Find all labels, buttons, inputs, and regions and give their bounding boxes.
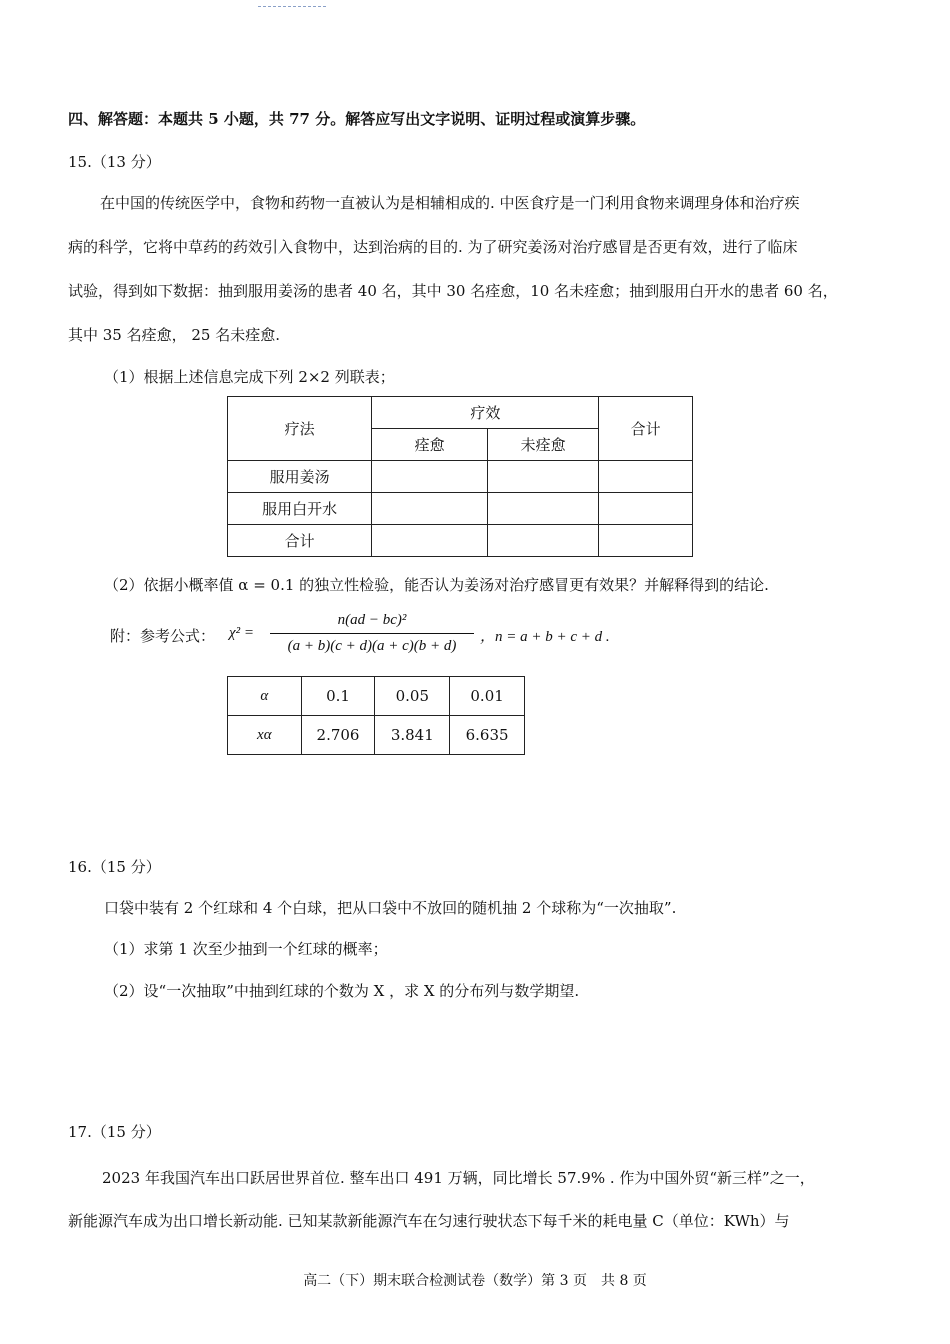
- formula-n: ，n = a + b + c + d .: [480, 629, 610, 645]
- formula-numerator: n(ad − bc)²: [337, 612, 407, 628]
- contingency-table: [227, 396, 693, 557]
- page-footer: 高二（下）期末联合检测试卷（数学）第 3 页 共 8 页: [303, 1273, 647, 1289]
- table-row: [228, 493, 693, 525]
- ref-alpha-label: α: [228, 677, 302, 716]
- blank-cell[interactable]: [599, 493, 693, 525]
- q15-part1: （1）根据上述信息完成下列 2×2 列联表；: [104, 368, 395, 386]
- ref-alpha-1: 0.1: [301, 677, 375, 716]
- formula-denominator: (a + b)(c + d)(a + c)(b + d): [287, 638, 457, 654]
- q17-number: 17.（15 分）: [68, 1123, 161, 1141]
- q15-line-3: 试验，得到如下数据：抽到服用姜汤的患者 40 名，其中 30 名痊愈，10 名未痊愈；抽到服用白开水的患者 60 名，: [68, 282, 838, 300]
- formula-label: 附：参考公式：: [110, 627, 216, 645]
- q15-number: 15.（13 分）: [68, 153, 161, 171]
- header-total: 合计: [599, 397, 693, 461]
- blank-cell[interactable]: [372, 525, 488, 557]
- header-rule: [258, 6, 326, 7]
- q17-line-1: 2023 年我国汽车出口跃居世界首位. 整车出口 491 万辆，同比增长 57.9% . 作为中国外贸“新三样”之一，: [102, 1169, 815, 1187]
- header-effect: 疗效: [372, 397, 599, 429]
- blank-cell[interactable]: [599, 461, 693, 493]
- row-label-ginger: 服用姜汤: [228, 461, 372, 493]
- blank-cell[interactable]: [599, 525, 693, 557]
- ref-x-2: 3.841: [375, 716, 450, 755]
- q15-line-1: 在中国的传统医学中，食物和药物一直被认为是相辅相成的. 中医食疗是一门利用食物来调理身体和治疗疾: [100, 194, 800, 212]
- ref-x-1: 2.706: [301, 716, 375, 755]
- table-row: [228, 461, 693, 493]
- blank-cell[interactable]: [487, 461, 599, 493]
- blank-cell[interactable]: [487, 525, 599, 557]
- q16-part1: （1）求第 1 次至少抽到一个红球的概率；: [104, 940, 388, 958]
- blank-cell[interactable]: [487, 493, 599, 525]
- blank-cell[interactable]: [372, 493, 488, 525]
- row-label-water: 服用白开水: [228, 493, 372, 525]
- ref-alpha-3: 0.01: [450, 677, 525, 716]
- section-heading: 四、解答题：本题共 5 小题，共 77 分。解答应写出文字说明、证明过程或演算步骤。: [68, 110, 646, 128]
- header-not-cured: 未痊愈: [487, 429, 599, 461]
- chi-square-fraction: [270, 610, 474, 662]
- ref-x-3: 6.635: [450, 716, 525, 755]
- table-row: [228, 677, 525, 716]
- q15-part2: （2）依据小概率值 α = 0.1 的独立性检验，能否认为姜汤对治疗感冒更有效果？并解释得到的结论.: [104, 576, 769, 594]
- ref-alpha-2: 0.05: [375, 677, 450, 716]
- q15-line-4: 其中 35 名痊愈， 25 名未痊愈.: [68, 326, 281, 344]
- header-cured: 痊愈: [372, 429, 488, 461]
- row-label-total: 合计: [228, 525, 372, 557]
- blank-cell[interactable]: [372, 461, 488, 493]
- q17-line-2: 新能源汽车成为出口增长新动能. 已知某款新能源汽车在匀速行驶状态下每千米的耗电量 C（单位：KWh）与: [68, 1212, 790, 1230]
- q16-intro: 口袋中装有 2 个红球和 4 个白球，把从口袋中不放回的随机抽 2 个球称为“一次抽取”.: [104, 899, 677, 917]
- table-row: [228, 716, 525, 755]
- q15-line-2: 病的科学，它将中草药的药效引入食物中，达到治病的目的. 为了研究姜汤对治疗感冒是否更有效，进行了临床: [68, 238, 798, 256]
- fraction-bar: [270, 633, 474, 634]
- ref-x-label: xα: [228, 716, 302, 755]
- q15-body: [68, 192, 883, 368]
- chi-square-symbol: χ² =: [229, 625, 254, 641]
- q16-part2: （2）设“一次抽取”中抽到红球的个数为 X ，求 X 的分布列与数学期望.: [104, 982, 580, 1000]
- table-row: [228, 525, 693, 557]
- q16-number: 16.（15 分）: [68, 858, 161, 876]
- reference-table: [227, 676, 525, 755]
- header-method: 疗法: [228, 397, 372, 461]
